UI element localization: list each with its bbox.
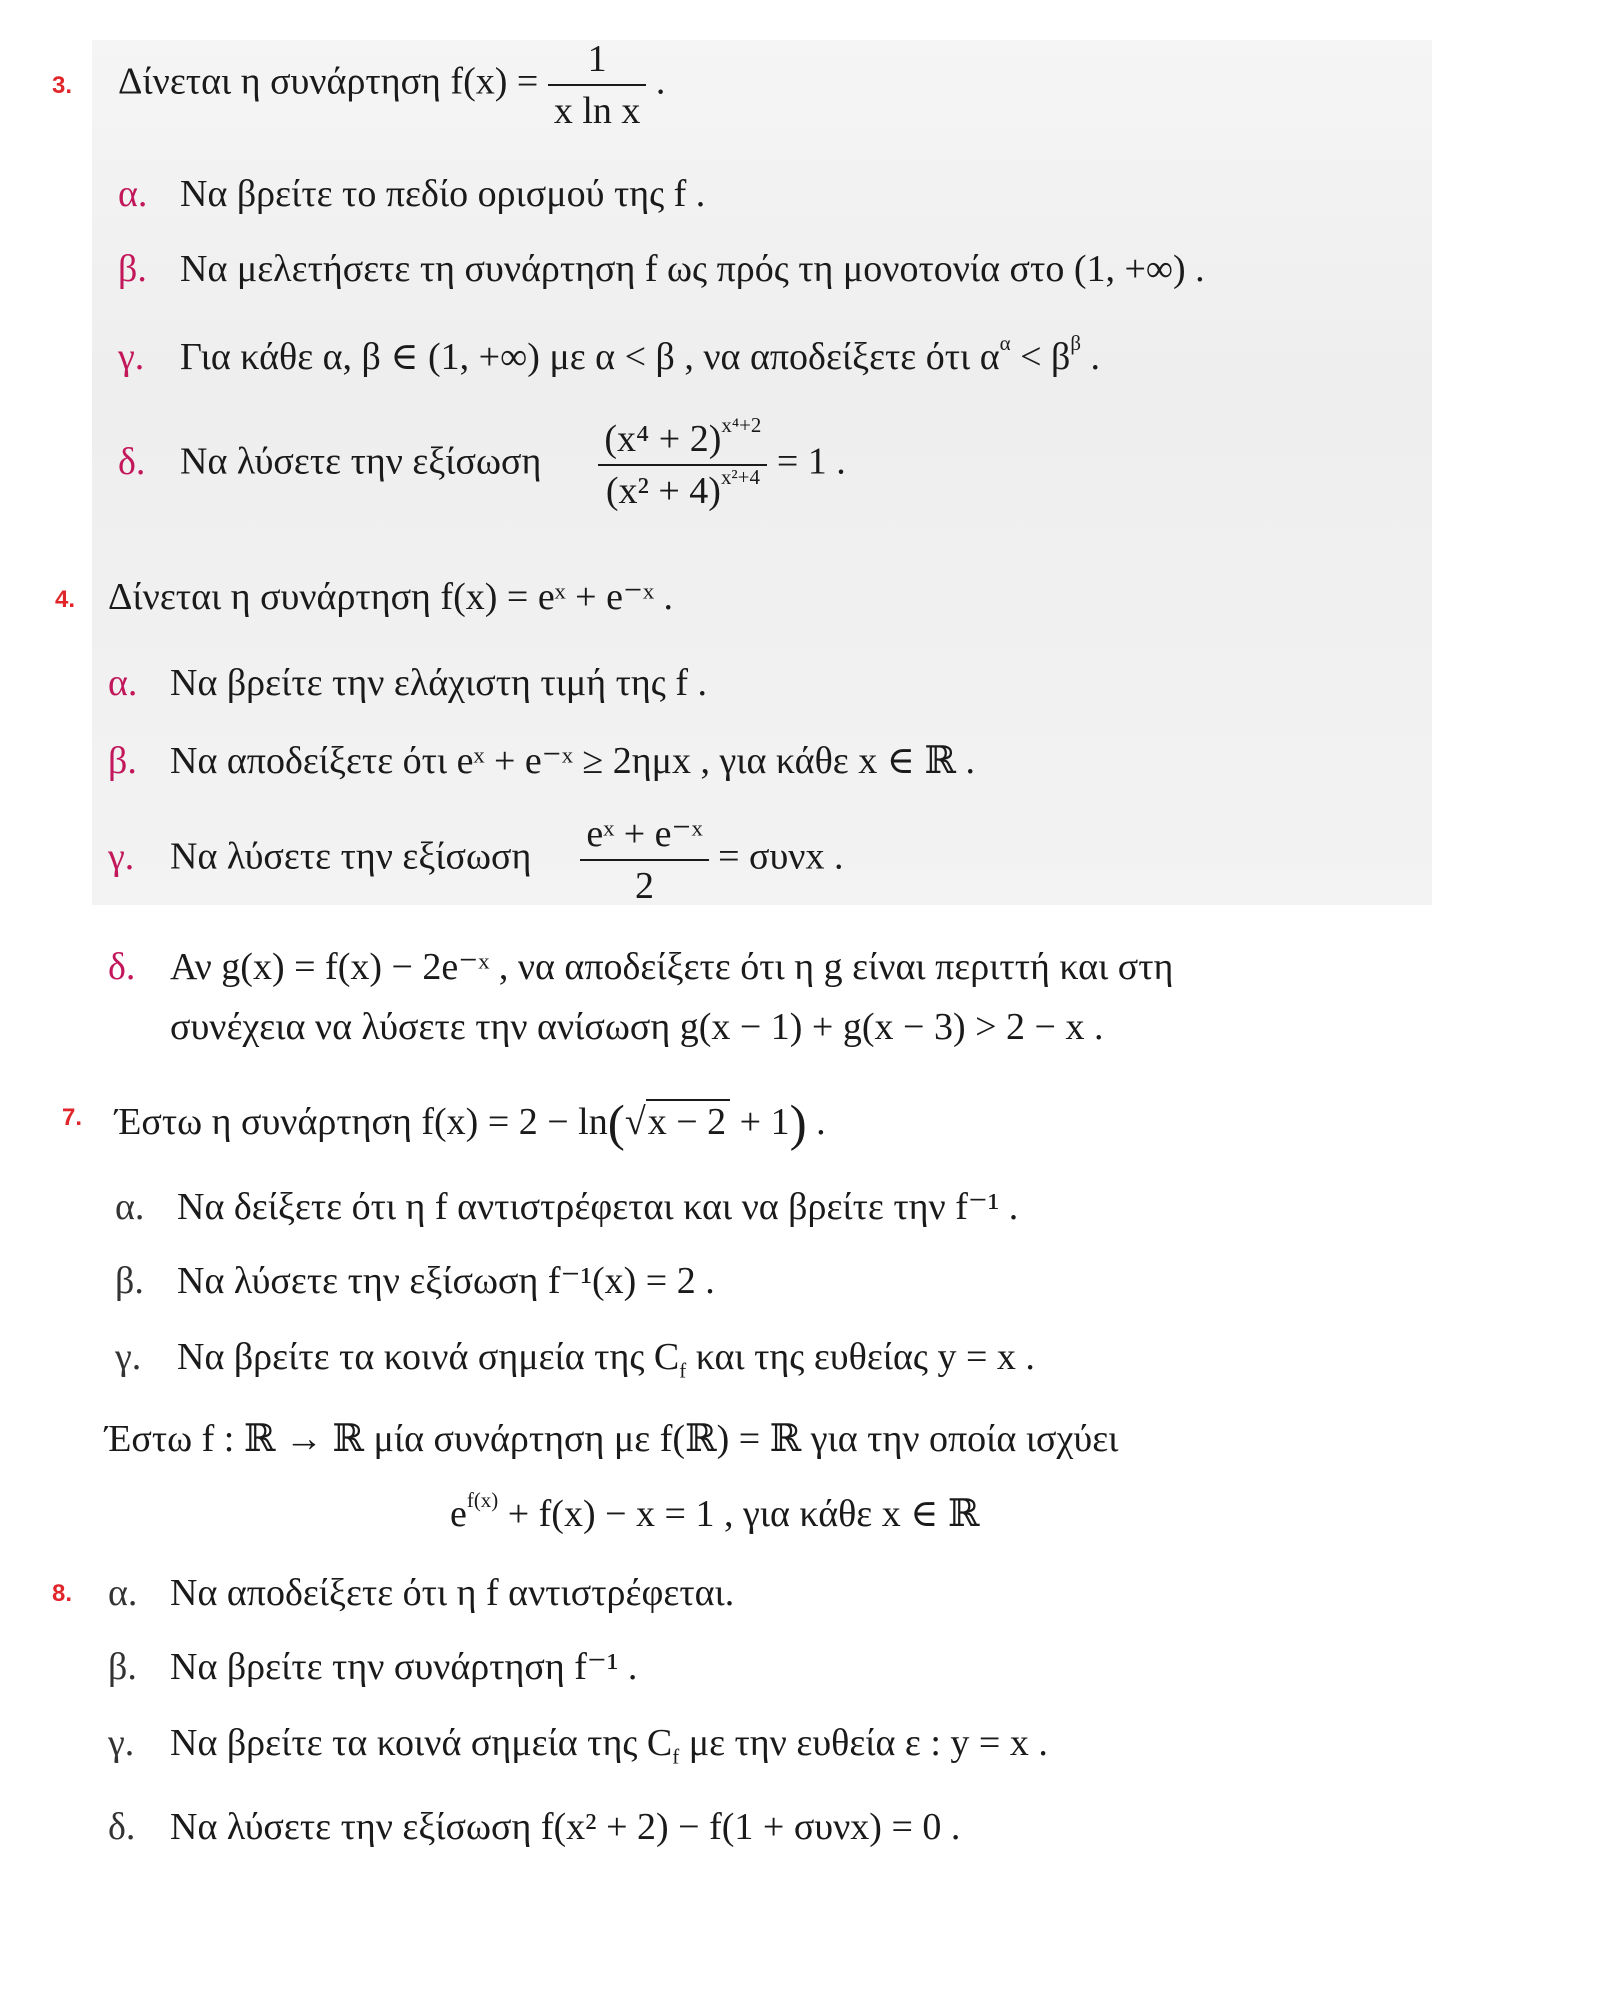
part-rhs: = συνx . xyxy=(718,835,844,878)
part-label: α. xyxy=(118,173,148,215)
part-label: α. xyxy=(108,1572,138,1614)
problem-7-part-a xyxy=(115,1188,1018,1226)
part-label: γ. xyxy=(118,336,145,378)
problem-3-fraction-numerator: 1 xyxy=(548,40,647,86)
part-text: Να λύσετε την εξίσωση f(x² + 2) − f(1 + συνx) = 0 . xyxy=(170,1806,961,1848)
part-text: Να βρείτε τα κοινά σημεία της C xyxy=(177,1336,680,1378)
part-text-end: και της ευθείας y = x . xyxy=(686,1336,1035,1378)
denominator-exponent: x²+4 xyxy=(720,465,760,490)
part-text: Να αποδείξετε ότι eˣ + e⁻ˣ ≥ 2ημx , για κάθε x ∈ ℝ . xyxy=(170,740,975,782)
subscript-f: f xyxy=(679,1358,687,1383)
fraction-denominator: 2 xyxy=(634,865,654,907)
stem-end: . xyxy=(806,1100,826,1143)
sqrt-radicand: x − 2 xyxy=(646,1099,730,1141)
problem-4-part-b xyxy=(108,742,975,780)
sqrt-symbol: √ xyxy=(624,1100,646,1143)
fraction-numerator xyxy=(598,413,767,466)
part-label: β. xyxy=(115,1260,144,1302)
problem-4-stem: Δίνεται η συνάρτηση f(x) = eˣ + e⁻ˣ . xyxy=(108,576,674,618)
intro-exponent: f(x) xyxy=(466,1488,499,1513)
numerator-exponent: x⁴+2 xyxy=(721,413,762,438)
part-rhs: = 1 . xyxy=(776,440,846,483)
problem-3-part-b xyxy=(118,250,1205,288)
part-text-end: . xyxy=(1081,336,1101,378)
problem-4-part-d xyxy=(108,948,1173,986)
problem-3-fraction xyxy=(548,40,647,130)
intro-base-e: e xyxy=(450,1493,467,1535)
part-text: Να δείξετε ότι η f αντιστρέφεται και να βρείτε την f⁻¹ . xyxy=(177,1186,1019,1228)
problem-3-part-d xyxy=(118,413,846,512)
part-text: Να λύσετε την εξίσωση xyxy=(180,440,542,483)
problem-8-part-d xyxy=(108,1808,960,1846)
part-label: δ. xyxy=(108,1806,136,1848)
stem-text: Έστω η συνάρτηση f(x) = 2 − ln xyxy=(115,1100,608,1143)
part-text: Να βρείτε το πεδίο ορισμού της f . xyxy=(180,173,706,215)
numerator-base: (x⁴ + 2) xyxy=(604,418,722,460)
part-label: γ. xyxy=(108,1722,135,1764)
fraction-numerator: eˣ + e⁻ˣ xyxy=(580,815,708,861)
problem-8-part-a xyxy=(108,1574,734,1612)
part-text: Να βρείτε τα κοινά σημεία της C xyxy=(170,1722,673,1764)
stem-plus-one: + 1 xyxy=(730,1100,790,1143)
part-text: Να βρείτε την συνάρτηση f⁻¹ . xyxy=(170,1646,638,1688)
problem-7-part-b xyxy=(115,1262,715,1300)
denominator-base: (x² + 4) xyxy=(605,470,721,512)
subscript-f: f xyxy=(672,1744,680,1769)
problem-4-part-a xyxy=(108,664,707,702)
problem-8-intro-line2 xyxy=(450,1488,980,1535)
problem-3-fraction-denominator: x ln x xyxy=(553,90,641,132)
exponent-beta: β xyxy=(1070,331,1082,356)
problem-4-part-d-continued: συνέχεια να λύσετε την ανίσωση g(x − 1) + g(x − 3) > 2 − x . xyxy=(170,1006,1104,1048)
fraction-denominator xyxy=(598,466,767,510)
part-label: α. xyxy=(108,662,138,704)
part-text: Για κάθε α, β ∈ (1, +∞) με α < β , να αποδείξετε ότι α xyxy=(180,336,1000,378)
paren-close: ) xyxy=(789,1095,807,1152)
problem-8-number: 8. xyxy=(52,1580,73,1607)
part-text-mid: < β xyxy=(1010,336,1071,378)
part-label: α. xyxy=(115,1186,145,1228)
problem-7-part-c xyxy=(115,1336,1035,1383)
part-text: Να λύσετε την εξίσωση xyxy=(170,835,532,878)
part-label: β. xyxy=(118,248,147,290)
problem-7-stem xyxy=(115,1095,826,1152)
part-label: β. xyxy=(108,740,137,782)
part-label: β. xyxy=(108,1646,137,1688)
part-text-end: με την ευθεία ε : y = x . xyxy=(679,1722,1048,1764)
part-text: Να αποδείξετε ότι η f αντιστρέφεται. xyxy=(170,1572,735,1614)
problem-3-part-d-fraction xyxy=(598,413,767,512)
problem-4-part-c-fraction xyxy=(580,815,708,905)
part-text: Να λύσετε την εξίσωση f⁻¹(x) = 2 . xyxy=(177,1260,715,1302)
problem-3-part-a xyxy=(118,175,705,213)
part-label: γ. xyxy=(115,1336,142,1378)
problem-3-stem-end: . xyxy=(655,60,666,103)
part-text: Αν g(x) = f(x) − 2e⁻ˣ , να αποδείξετε ότι η g είναι περιττή και στη xyxy=(170,946,1174,988)
part-label: δ. xyxy=(118,440,146,483)
problem-3-part-c xyxy=(118,331,1101,378)
problem-3-stem-text: Δίνεται η συνάρτηση f(x) = xyxy=(118,60,539,103)
problem-8-part-c xyxy=(108,1722,1048,1769)
problem-3-stem xyxy=(118,40,665,130)
part-label: δ. xyxy=(108,946,136,988)
intro-rest: + f(x) − x = 1 , για κάθε x ∈ ℝ xyxy=(498,1493,980,1535)
part-text: Να μελετήσετε τη συνάρτηση f ως πρός τη μονοτονία στο (1, +∞) . xyxy=(180,248,1205,290)
problem-4-part-c xyxy=(108,815,844,905)
part-label: γ. xyxy=(108,835,135,878)
problem-3-number: 3. xyxy=(52,72,73,99)
exponent-alpha: α xyxy=(999,331,1011,356)
problem-7-number: 7. xyxy=(62,1104,83,1131)
problem-4-number: 4. xyxy=(55,586,76,613)
problem-8-intro-line1: Έστω f : ℝ → ℝ μία συνάρτηση με f(ℝ) = ℝ για την οποία ισχύει xyxy=(105,1418,1119,1460)
problem-8-part-b xyxy=(108,1648,637,1686)
part-text: Να βρείτε την ελάχιστη τιμή της f . xyxy=(170,662,707,704)
paren-open: ( xyxy=(607,1095,625,1152)
